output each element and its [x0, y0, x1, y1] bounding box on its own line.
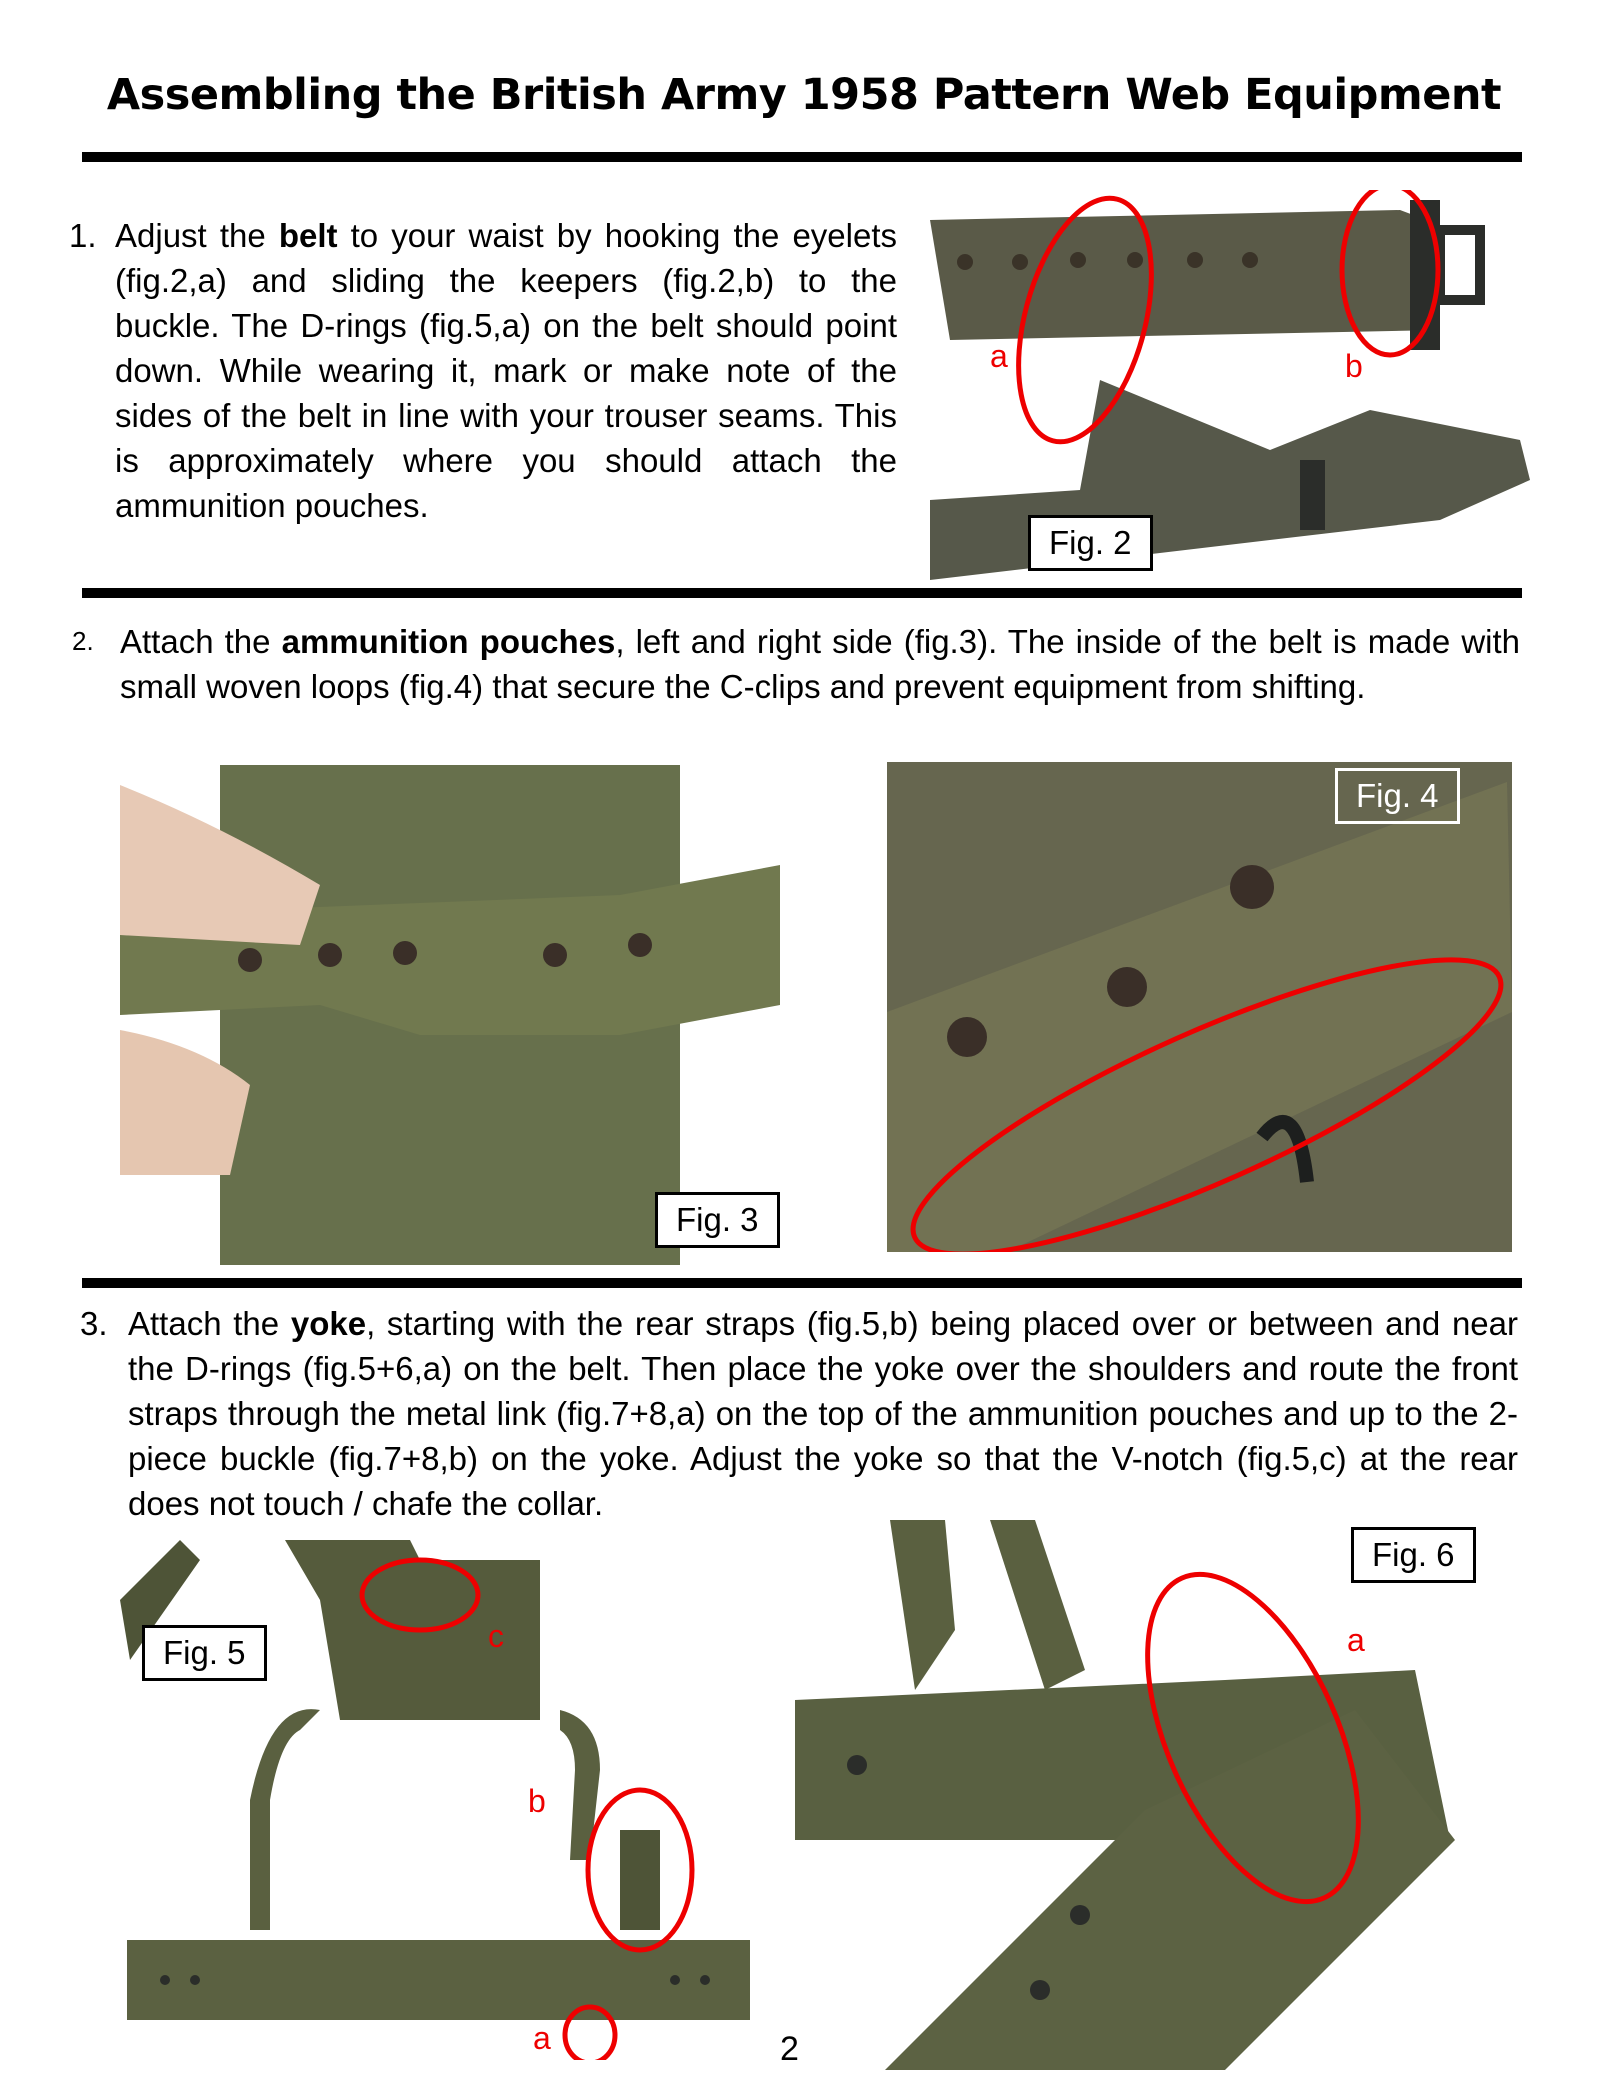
figure-4-label: Fig. 4 [1335, 768, 1460, 824]
figure-2-label: Fig. 2 [1028, 515, 1153, 571]
callout-a: a [1347, 1622, 1365, 1658]
figure-2-photo [920, 190, 1570, 580]
step-1: 1. Adjust the belt to your waist by hooking the eyelets (fig.2,a) and sliding the keepers (fig.2,b) to the buckle. The D-rings (fig.5,a) on the belt should point down. While wearing it, mark or make note of the sides of the belt in line with your trouser seams. This is approximately where you should attach the ammunition pouches. [115, 213, 897, 528]
keyword: yoke [290, 1305, 367, 1342]
figure-6-label: Fig. 6 [1351, 1527, 1476, 1583]
figure-5-photo [120, 1540, 750, 2060]
page-title: Assembling the British Army 1958 Pattern Web Equipment [106, 70, 1502, 120]
divider [82, 588, 1522, 598]
figure-5-label: Fig. 5 [142, 1625, 267, 1681]
callout-c: c [488, 1618, 504, 1654]
keyword: belt [278, 217, 338, 254]
step-number: 1. [69, 217, 97, 254]
callout-a: a [990, 338, 1008, 374]
figure-3-photo [120, 765, 780, 1265]
page-number: 2 [780, 2030, 799, 2068]
divider [82, 152, 1522, 162]
figure-6-photo [795, 1510, 1555, 2080]
figure-3-label: Fig. 3 [655, 1192, 780, 1248]
step-number: 2. [72, 626, 94, 656]
step-2: 2. Attach the ammunition pouches, left and right side (fig.3). The inside of the belt is made with small woven loops (fig.4) that secure the C-clips and prevent equipment from shifting. [120, 619, 1520, 709]
callout-a: a [533, 2020, 551, 2056]
callout-b: b [1345, 348, 1363, 384]
step-number: 3. [80, 1305, 108, 1342]
keyword: ammunition pouches [281, 623, 616, 660]
divider [82, 1278, 1522, 1288]
callout-b: b [528, 1783, 546, 1819]
step-3: 3. Attach the yoke, starting with the rear straps (fig.5,b) being placed over or between and near the D-rings (fig.5+6,a) on the belt. Then place the yoke over the shoulders and route the front straps through the metal link (fig.7+8,a) on the top of the ammunition pouches and up to the 2-piece buckle (fig.7+8,b) on the yoke. Adjust the yoke so that the V-notch (fig.5,c) at the rear does not touch / chafe the collar. [128, 1301, 1518, 1526]
figure-4-photo [887, 762, 1512, 1252]
